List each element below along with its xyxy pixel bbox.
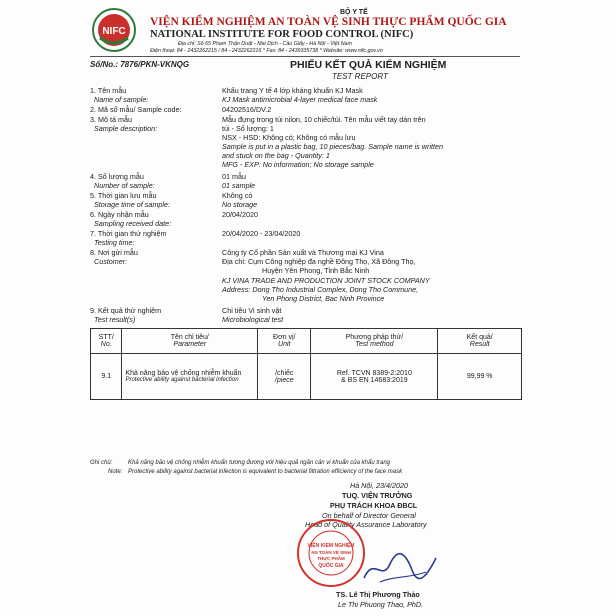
svg-text:AN TOÀN VỆ SINH: AN TOÀN VỆ SINH <box>311 550 351 555</box>
signature-title-en-1: On behalf of Director General <box>322 511 416 520</box>
field-6-label-en: Sampling received date: <box>94 219 172 228</box>
official-stamp <box>295 517 367 589</box>
signature-title-en-2: Head of Quality Assurance Laboratory <box>305 520 427 529</box>
field-8-label-en: Customer: <box>94 257 128 266</box>
cell-unit: /chiếc /piece <box>258 354 311 400</box>
note-text-en: Protective ability against bacterial infection is equivalent to bacterial filtration efficiency of the face mask <box>128 469 403 475</box>
signer-name-en: Le Thi Phuong Thao, PhD. <box>338 600 424 609</box>
svg-text:THỰC PHẨM: THỰC PHẨM <box>317 556 345 561</box>
field-8-value-en-line-3: Yen Phong District, Bac Ninh Province <box>262 294 385 303</box>
note-label-en: Note: <box>108 469 123 475</box>
note-text-vn: Khả năng bảo vệ chống nhiễm khuẩn tương đương với hiệu quả ngăn cản vi khuẩn của khẩu trang <box>128 460 391 466</box>
field-7-label: 7. Thời gian thử nghiệm <box>90 229 167 238</box>
header-divider <box>90 56 520 57</box>
note-label-vn: Ghi chú: <box>90 460 113 466</box>
ministry-label: BỘ Y TẾ <box>340 9 368 16</box>
field-1-label-en: Name of sample: <box>94 95 149 104</box>
logo-text: NIFC <box>102 26 126 37</box>
results-table <box>90 328 522 400</box>
col-header-result: Kết quả/ Result <box>438 329 522 354</box>
field-4-value-en: 01 sample <box>222 181 256 190</box>
field-8-label: 8. Nơi gửi mẫu <box>90 248 138 257</box>
field-4-label: 4. Số lượng mẫu <box>90 172 144 181</box>
field-1-value-en: KJ Mask antimicrobial 4-layer medical face mask <box>222 95 378 104</box>
field-7-label-en: Testing time: <box>94 238 135 247</box>
signature-date: Hà Nội, 23/4/2020 <box>350 481 408 490</box>
col-header-method: Phương pháp thử/ Test method <box>311 329 438 354</box>
field-3-value-line-1: Mẫu đựng trong túi nilon, 10 chiếc/túi. Tên mẫu viết tay dán trên <box>222 115 426 124</box>
field-3-value-en-line-3: MFG - EXP: No information; No storage sample <box>222 160 374 169</box>
field-3-label: 3. Mô tả mẫu <box>90 115 132 124</box>
field-2-label: 2. Mã số mẫu/ Sample code: <box>90 105 182 114</box>
field-8-value-en-line-2: Address: Dong Tho Industrial Complex, Dong Tho Commune, <box>222 285 419 294</box>
field-3-value-en-line-2: and stuck on the bag - Quantity: 1 <box>222 151 330 160</box>
report-title-vn: PHIẾU KẾT QUẢ KIỂM NGHIỆM <box>290 59 447 71</box>
col-header-unit: Đơn vị/ Unit <box>258 329 311 354</box>
institute-contact: Điện thoại: 84 - 2432262215 / 84 - 2432262216 * Fax: 84 - 2439335738 * Website: www.nifc.gov.vn <box>150 48 383 54</box>
field-9-label: 9. Kết quả thử nghiệm <box>90 306 162 315</box>
svg-text:VIỆN KIỂM NGHIỆM: VIỆN KIỂM NGHIỆM <box>307 543 355 549</box>
field-6-label: 6. Ngày nhận mẫu <box>90 210 149 219</box>
field-7-value: 20/04/2020 - 23/04/2020 <box>222 229 301 238</box>
field-3-value-line-3: NSX - HSD: Không có; Không có mẫu lưu <box>222 133 356 142</box>
field-4-label-en: Number of sample: <box>94 181 155 190</box>
institute-name-vn: VIỆN KIỂM NGHIỆM AN TOÀN VỆ SINH THỰC PHẨM QUỐC GIA <box>150 16 507 28</box>
field-5-label-en: Storage time of sample: <box>94 200 170 209</box>
col-header-no: STT/ No. <box>91 329 122 354</box>
col-header-parameter: Tên chỉ tiêu/ Parameter <box>122 329 258 354</box>
field-8-value-en-line-1: KJ VINA TRADE AND PRODUCTION JOINT STOCK COMPANY <box>222 276 430 285</box>
cell-parameter <box>122 354 258 400</box>
field-9-value: Chỉ tiêu Vi sinh vật <box>222 306 282 315</box>
institute-address: Địa chỉ: Số 65 Phạm Thận Duật - Mai Dịch - Cầu Giấy - Hà Nội - Việt Nam <box>178 41 352 47</box>
field-9-label-en: Test result(s) <box>94 315 136 324</box>
field-6-value: 20/04/2020 <box>222 210 258 219</box>
field-8-value-line-3: Huyện Yên Phong, Tỉnh Bắc Ninh <box>262 266 370 275</box>
field-3-label-en: Sample description: <box>94 124 158 133</box>
institute-name-en: NATIONAL INSTITUTE FOR FOOD CONTROL (NIFC) <box>150 29 414 40</box>
svg-text:QUỐC GIA: QUỐC GIA <box>318 563 344 569</box>
field-5-value-en: No storage <box>222 200 258 209</box>
signer-name: TS. Lê Thị Phương Thảo <box>336 590 420 599</box>
signature-title-2: PHỤ TRÁCH KHOA ĐBCL <box>330 501 418 510</box>
handwritten-signature <box>360 548 440 588</box>
cell-parameter-en: Protective ability against bacterial infection <box>125 377 239 383</box>
field-5-label: 5. Thời gian lưu mẫu <box>90 191 157 200</box>
nifc-logo <box>92 8 136 52</box>
report-title-en: TEST REPORT <box>332 72 388 81</box>
field-8-value-line-1: Công ty Cổ phần Sản xuất và Thương mại KJ Vina <box>222 248 384 257</box>
document-number: Số/No.: 7876/PKN-VKNQG <box>90 60 190 69</box>
table-header-row <box>91 329 522 354</box>
table-row <box>91 354 522 400</box>
field-8-value-line-2: Địa chỉ: Cụm Công nghiệp đa nghề Đông Thọ, Xã Đông Thọ, <box>222 257 416 266</box>
field-2-value: 04202516/DV.2 <box>222 105 272 114</box>
field-3-value-line-2: túi - Số lượng: 1 <box>222 124 274 133</box>
field-1-label: 1. Tên mẫu <box>90 86 127 95</box>
cell-method: Ref. TCVN 8389-2:2010 & BS EN 14683:2019 <box>311 354 438 400</box>
field-3-value-en-line-1: Sample is put in a plastic bag, 10 pieces/bag. Sample name is written <box>222 142 443 151</box>
cell-result: 99,99 % <box>438 354 522 400</box>
field-4-value: 01 mẫu <box>222 172 246 181</box>
field-9-value-en: Microbiological test <box>222 315 284 324</box>
cell-no: 9.1 <box>91 354 122 400</box>
signature-title-1: TUQ. VIỆN TRƯỞNG <box>342 491 413 500</box>
cell-parameter-vn: Khả năng bảo vệ chống nhiễm khuẩn <box>125 370 242 377</box>
field-1-value: Khẩu trang Y tế 4 lớp kháng khuẩn KJ Mask <box>222 86 363 95</box>
field-5-value: Không có <box>222 191 253 200</box>
